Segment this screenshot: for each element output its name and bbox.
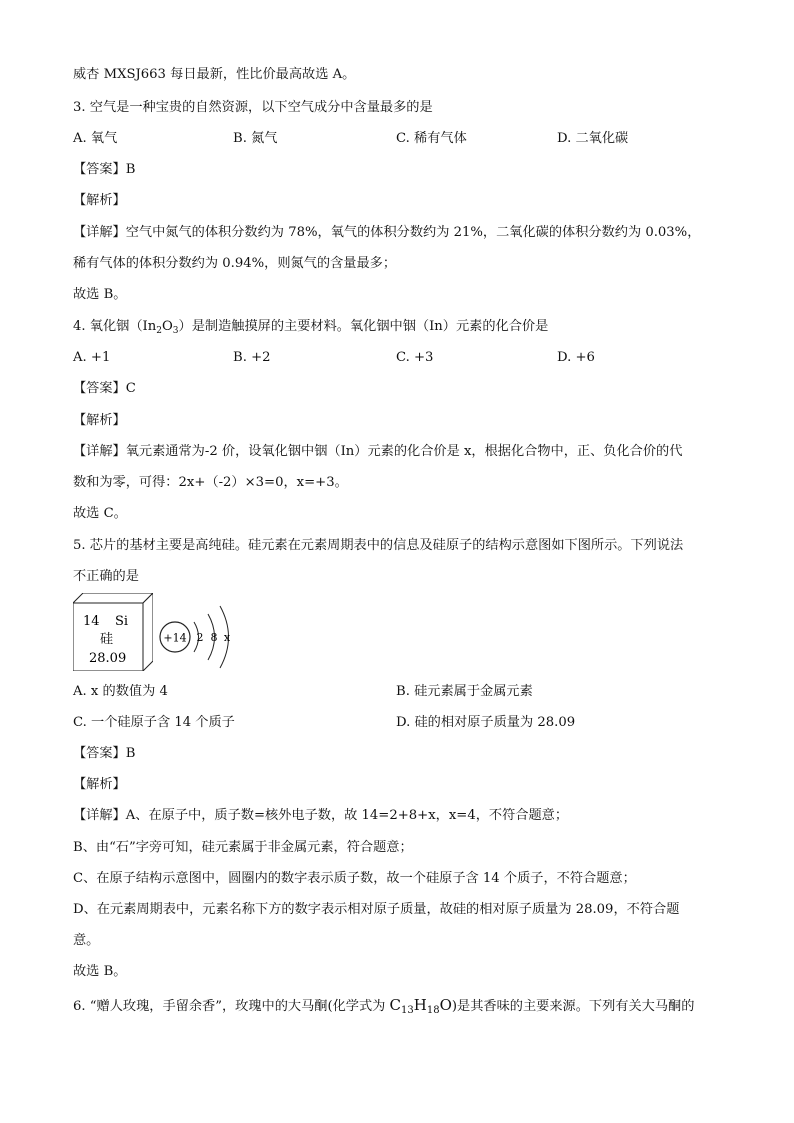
q5-option-c: C. 一个硅原子含 14 个质子 (73, 715, 235, 730)
q4-text-mid: O (161, 319, 173, 334)
intro-line: 威杏 MXSJ663 每日最新，性比价最高故选 A。 (73, 67, 356, 82)
q3-option-c: C. 稀有气体 (396, 131, 467, 146)
q4-option-a: A. +1 (73, 350, 111, 365)
q3-option-b: B. 氮气 (233, 131, 278, 146)
atom-shell-1: 2 (196, 631, 204, 644)
q5-option-d: D. 硅的相对原子质量为 28.09 (396, 715, 576, 730)
atom-structure-diagram (156, 600, 246, 672)
q5-detail-a: 【详解】A、在原子中，质子数=核外电子数，故 14=2+8+x，x=4，不符合题意； (73, 808, 569, 823)
q6-formula-c-sub: 13 (401, 1005, 414, 1016)
q4-conclusion: 故选 C。 (73, 506, 127, 521)
q6-formula-o: O (439, 996, 452, 1014)
q6-formula-h-sub: 18 (426, 1005, 440, 1016)
question-6 (73, 996, 694, 1016)
q5-detail-b: B、由“石”字旁可知，硅元素属于非金属元素，符合题意； (73, 840, 413, 855)
q6-text-post: )是其香味的主要来源。下列有关大马酮的 (451, 999, 695, 1014)
question-5-line-2: 不正确的是 (73, 569, 139, 584)
q6-formula-h: H (413, 996, 427, 1014)
q5-analysis-heading: 【解析】 (73, 777, 126, 792)
atom-nucleus: +14 (163, 631, 187, 645)
question-5-line-1: 5. 芯片的基材主要是高纯硅。硅元素在元素周期表中的信息及硅原子的结构示意图如下图所示。下列说法 (73, 538, 684, 553)
question-3: 3. 空气是一种宝贵的自然资源，以下空气成分中含量最多的是 (73, 100, 433, 115)
q4-detail-2: 数和为零，可得：2x+（-2）×3=0，x=+3。 (73, 475, 348, 490)
q3-answer: 【答案】B (73, 162, 136, 177)
q5-detail-c: C、在原子结构示意图中，圆圈内的数字表示质子数，故一个硅原子含 14 个质子，不符合题意； (73, 871, 636, 886)
q6-text-pre: 6. “赠人玫瑰，手留余香”，玫瑰中的大马酮(化学式为 (73, 999, 390, 1014)
q4-text-post: ）是制造触摸屏的主要材料。氧化铟中铟（In）元素的化合价是 (178, 319, 549, 334)
q5-answer: 【答案】B (73, 746, 136, 761)
q4-answer: 【答案】C (73, 381, 136, 396)
q3-detail-2: 稀有气体的体积分数约为 0.94%，则氮气的含量最多； (73, 256, 397, 271)
q5-detail-d: D、在元素周期表中，元素名称下方的数字表示相对原子质量，故硅的相对原子质量为 28.09，不符合题 (73, 902, 680, 917)
q6-formula-c: C (389, 996, 402, 1014)
element-symbol: Si (115, 614, 129, 629)
element-name: 硅 (100, 632, 114, 647)
q4-option-c: C. +3 (396, 350, 434, 365)
element-mass: 28.09 (89, 651, 127, 666)
q3-conclusion: 故选 B。 (73, 287, 127, 302)
q3-option-d: D. 二氧化碳 (557, 131, 629, 146)
q4-option-b: B. +2 (233, 350, 271, 365)
q3-detail-1: 【详解】空气中氮气的体积分数约为 78%，氧气的体积分数约为 21%，二氧化碳的体积分数约为 0.03%， (73, 225, 701, 240)
q3-analysis-heading: 【解析】 (73, 193, 126, 208)
atom-shell-2: 8 (210, 631, 218, 644)
q4-sub-2: 3 (172, 326, 179, 336)
element-card-silicon (73, 593, 153, 671)
q5-conclusion: 故选 B。 (73, 964, 127, 979)
q4-option-d: D. +6 (557, 350, 595, 365)
q4-detail-1: 【详解】氧元素通常为-2 价，设氧化铟中铟（In）元素的化合价是 x，根据化合物中，正、负化合价的代 (73, 444, 683, 459)
q4-sub-1: 2 (156, 326, 162, 336)
q5-detail-e: 意。 (73, 933, 100, 948)
q5-option-a: A. x 的数值为 4 (73, 684, 168, 699)
q4-text-pre: 4. 氧化铟（In (73, 319, 157, 334)
q5-option-b: B. 硅元素属于金属元素 (396, 684, 533, 699)
element-number: 14 (83, 614, 100, 629)
q4-analysis-heading: 【解析】 (73, 413, 126, 428)
q3-option-a: A. 氧气 (73, 131, 118, 146)
q6-formula (390, 996, 452, 1014)
atom-shell-3: x (223, 631, 231, 644)
question-4 (73, 318, 548, 336)
